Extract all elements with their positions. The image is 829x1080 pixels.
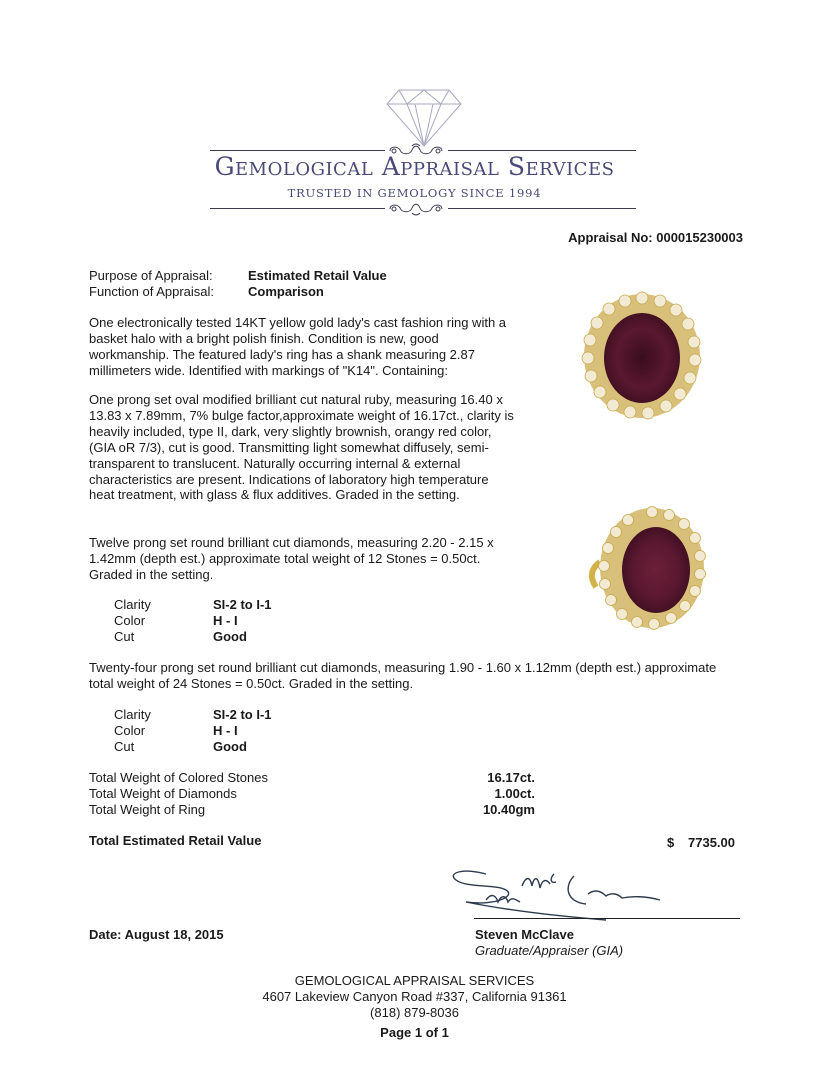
footer-address: 4607 Lakeview Canyon Road #337, California 91361 [262, 989, 567, 1004]
header-rule-left-bottom [210, 208, 385, 209]
grade-value: H - I [213, 723, 238, 738]
function-value: Comparison [248, 284, 324, 299]
diamonds-24-description: Twenty-four prong set round brilliant cut diamonds, measuring 1.90 - 1.60 x 1.12mm (depth est.) approximate total weight of 24 Stones = 0.50ct. Graded in the setting. [89, 660, 717, 691]
company-tagline: TRUSTED IN GEMOLOGY SINCE 1994 [287, 186, 542, 200]
header-rule-right-bottom [448, 208, 636, 209]
grade-value: Good [213, 629, 247, 644]
signature-image [446, 866, 696, 922]
footer-phone: (818) 879-8036 [370, 1005, 459, 1020]
company-name: Gemological Appraisal Services [214, 152, 615, 181]
total-label: Total Weight of Colored Stones [89, 770, 268, 785]
scroll-ornament-icon [386, 201, 446, 217]
total-label: Total Weight of Diamonds [89, 786, 237, 801]
diamonds-12-description: Twelve prong set round brilliant cut diamonds, measuring 2.20 - 2.15 x 1.42mm (depth est.) approximate total weight of 12 Stones = 0.50ct. Graded in the setting. [89, 535, 494, 582]
total-value: 16.17ct. [487, 770, 535, 785]
grade-value: SI-2 to I-1 [213, 707, 272, 722]
appraisal-number: Appraisal No: 000015230003 [568, 230, 743, 245]
grade-label: Cut [114, 629, 135, 644]
grade-value: H - I [213, 613, 238, 628]
grade-label: Color [114, 723, 146, 738]
diamond-icon [385, 86, 463, 148]
footer-company: GEMOLOGICAL APPRAISAL SERVICES [294, 973, 535, 988]
grade-label: Color [114, 613, 146, 628]
header-rule-right [448, 150, 636, 151]
page-number: Page 1 of 1 [380, 1025, 449, 1040]
appraisal-date: Date: August 18, 2015 [89, 927, 224, 942]
ruby-description: One prong set oval modified brilliant cut natural ruby, measuring 16.40 x 13.83 x 7.89mm, 7% bulge factor,approximate weight of 16.17ct., clarity is heavily included, type II, dark, very slightly brownish, orangy red color, (GIA oR 7/3), cut is good. Transmitting light somewhat diffusely, semi-transparent to translucent. Naturally occurring internal & external characteristics are present. Indications of laboratory high temperature heat treatment, with glass & flux additives. Graded in the setting. [89, 392, 514, 503]
currency-symbol: $ [667, 835, 675, 850]
ring-top-view-image [566, 282, 716, 432]
purpose-value: Estimated Retail Value [248, 268, 387, 283]
grade-label: Cut [114, 739, 135, 754]
total-value: 1.00ct. [494, 786, 535, 801]
retail-value-label: Total Estimated Retail Value [89, 833, 262, 848]
grade-label: Clarity [114, 597, 151, 612]
grade-label: Clarity [114, 707, 151, 722]
total-value: 10.40gm [482, 802, 535, 817]
grade-value: SI-2 to I-1 [213, 597, 272, 612]
header-rule-left [210, 150, 385, 151]
ring-description: One electronically tested 14KT yellow gold lady's cast fashion ring with a basket halo with a bright polish finish. Condition is new, good workmanship. The featured lady's ring has a shank measuring 2.87 millimeters wide. Identified with markings of "K14". Containing: [89, 315, 507, 378]
signature-line [474, 918, 740, 919]
ring-side-view-image [566, 492, 716, 642]
signer-name: Steven McClave [475, 927, 574, 942]
grade-value: Good [213, 739, 247, 754]
retail-value-amount: 7735.00 [688, 835, 735, 850]
purpose-label: Purpose of Appraisal: [89, 268, 213, 283]
signer-title: Graduate/Appraiser (GIA) [475, 943, 624, 958]
total-label: Total Weight of Ring [89, 802, 206, 817]
function-label: Function of Appraisal: [89, 284, 215, 299]
